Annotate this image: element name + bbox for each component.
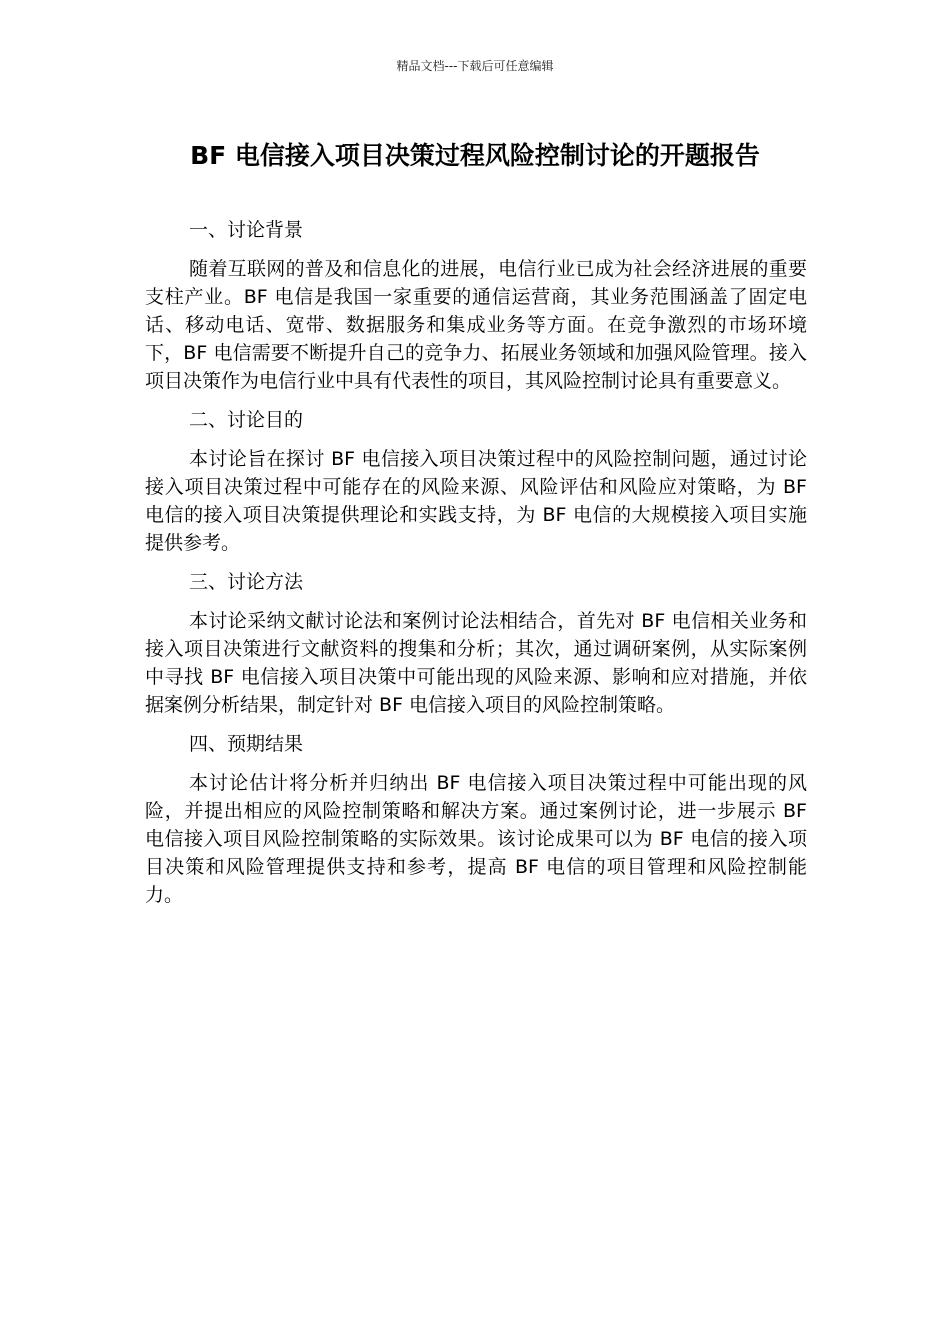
section-method [145,568,807,719]
section-heading: 三、讨论方法 [189,571,304,593]
section-paragraph: 本讨论采纳文献讨论法和案例讨论法相结合，首先对 BF 电信相关业务和接入项目决策进行文献资料的搜集和分析；其次，通过调研案例，从实际案例中寻找 BF 电信接入项目决策中可能出现的风险来源、影响和应对措施，并依据案例分析结果，制定针对 BF 电信接入项目的风险控制策略。 [145,610,807,716]
section-heading: 二、讨论目的 [189,409,304,431]
header-note: 精品文档---下载后可任意编辑 [396,59,554,73]
section-expected-results [145,730,807,909]
section-paragraph: 随着互联网的普及和信息化的进展，电信行业已成为社会经济进展的重要支柱产业。BF 电信是我国一家重要的通信运营商，其业务范围涵盖了固定电话、移动电话、宽带、数据服务和集成业务等方面。在竞争激烈的市场环境下，BF 电信需要不断提升自己的竞争力、拓展业务领域和加强风险管理。接入项目决策作为电信行业中具有代表性的项目，其风险控制讨论具有重要意义。 [145,258,807,392]
section-paragraph: 本讨论估计将分析并归纳出 BF 电信接入项目决策过程中可能出现的风险，并提出相应的风险控制策略和解决方案。通过案例讨论，进一步展示 BF 电信接入项目风险控制策略的实际效果。该讨论成果可以为 BF 电信的接入项目决策和风险管理提供支持和参考，提高 BF 电信的项目管理和风险控制能力。 [145,772,807,906]
section-heading: 一、讨论背景 [189,219,304,241]
document-title: BF 电信接入项目决策过程风险控制讨论的开题报告 [190,141,760,170]
section-background [145,216,807,395]
section-paragraph: 本讨论旨在探讨 BF 电信接入项目决策过程中的风险控制问题，通过讨论接入项目决策过程中可能存在的风险来源、风险评估和风险应对策略，为 BF 电信的接入项目决策提供理论和实践支持，为 BF 电信的大规模接入项目实施提供参考。 [145,448,807,554]
section-purpose [145,406,807,557]
document-content [145,216,807,920]
section-heading: 四、预期结果 [189,733,304,755]
